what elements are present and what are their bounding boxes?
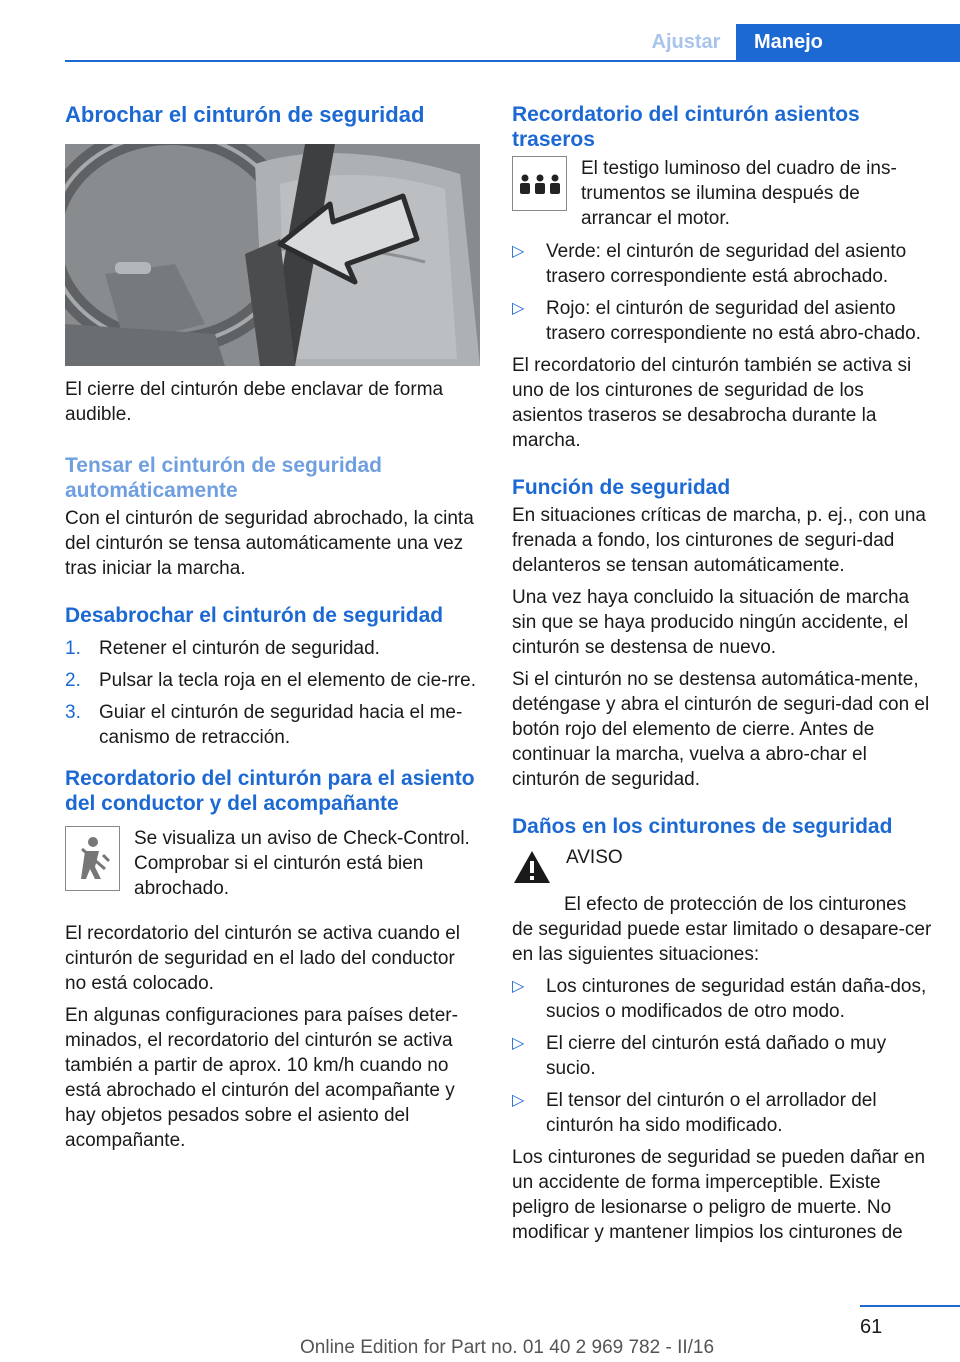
step-text: Guiar el cinturón de seguridad hacia el me-canismo de retracción. — [99, 702, 463, 748]
seatbelt-illustration — [65, 144, 480, 366]
recordatorio-paragraph-1: El recordatorio del cinturón se activa cuando el cinturón de seguridad en el lado del conductor no está colocado. — [65, 923, 461, 994]
intro-text: El cierre del cinturón debe enclavar de forma audible. — [65, 379, 444, 425]
list-item — [512, 239, 932, 289]
steps-list — [65, 636, 480, 750]
page-number: 61 — [860, 1316, 883, 1338]
tab-ajustar[interactable]: Ajustar — [651, 31, 721, 53]
list-item-text: Los cinturones de seguridad están daña-dos, sucios o modificados de otro modo. — [546, 976, 927, 1022]
funcion-paragraph-2: Una vez haya concluido la situación de marcha sin que se haya producido ningún accidente, el cinturón se destensa de nuevo. — [512, 587, 910, 658]
funcion-paragraph-3: Si el cinturón no se destensa automática-mente, deténgase y abra el cinturón de seguri-dad con el botón rojo del elemento de cierre. Antes de continuar la marcha, vuelva a abro-char el cinturón de seguridad. — [512, 669, 930, 790]
left-column — [65, 102, 480, 1153]
traseros-icon-row — [512, 156, 932, 231]
list-item-text: El tensor del cinturón o el arrollador del cinturón ha sido modificado. — [546, 1090, 877, 1136]
list-item — [512, 296, 932, 346]
triangle-bullet-icon: ▷ — [512, 243, 525, 260]
aviso-text: El efecto de protección de los cinturones de seguridad puede estar limitado o desapare-cer en las siguientes situaciones: — [512, 894, 932, 965]
danos-list — [512, 974, 932, 1138]
list-item-text: El cierre del cinturón está dañado o muy sucio. — [546, 1033, 887, 1079]
triangle-bullet-icon: ▷ — [512, 1035, 525, 1052]
list-item — [512, 1088, 932, 1138]
step-number: 2. — [65, 670, 81, 691]
recordatorio-icon-text: Se visualiza un aviso de Check-Control. Comprobar si el cinturón está bien abrochado. — [134, 828, 470, 899]
tensar-text: Con el cinturón de seguridad abrochado, la cinta del cinturón se tensa automáticamente una vez tras iniciar la marcha. — [65, 508, 474, 579]
seatbelt-photo — [65, 144, 480, 366]
footer-rule — [860, 1305, 960, 1307]
section-title-funcion: Función de seguridad — [512, 476, 731, 499]
section-title-recordatorio: Recordatorio del cinturón para el asiento del conductor y del acompañante — [65, 767, 475, 815]
step-text: Retener el cinturón de seguridad. — [99, 638, 380, 659]
aviso-label: AVISO — [566, 847, 623, 868]
danos-paragraph: Los cinturones de seguridad se pueden dañar en un accidente de forma imperceptible. Existe peligro de lesionarse o peligro de muerte. No modificar y mantener limpios los cinturones de — [512, 1147, 926, 1243]
funcion-paragraph-1: En situaciones críticas de marcha, p. ej., con una frenada a fondo, los cinturones de seguri-dad delanteros se tensan automáticamente. — [512, 505, 926, 576]
traseros-paragraph: El recordatorio del cinturón también se activa si uno de los cinturones de seguridad de los asientos traseros se desabrocha durante la marcha. — [512, 355, 912, 451]
seatbelt-warning-icon — [65, 826, 120, 891]
edition-text: Online Edition for Part no. 01 40 2 969 782 - II/16 — [300, 1337, 715, 1358]
triangle-bullet-icon: ▷ — [512, 1092, 525, 1109]
section-title-desabrochar: Desabrochar el cinturón de seguridad — [65, 604, 444, 627]
list-item — [65, 700, 480, 750]
recordatorio-icon-row — [65, 826, 480, 901]
step-text: Pulsar la tecla roja en el elemento de cie-rre. — [99, 670, 477, 691]
section-title-traseros: Recordatorio del cinturón asientos traseros — [512, 103, 860, 151]
traseros-list — [512, 239, 932, 346]
tab-manejo[interactable]: Manejo — [736, 24, 960, 61]
section-title-danos: Daños en los cinturones de seguridad — [512, 815, 893, 838]
triangle-bullet-icon: ▷ — [512, 300, 525, 317]
warning-triangle-icon — [512, 845, 552, 890]
header-rule — [65, 60, 960, 62]
section-title-abrochar: Abrochar el cinturón de seguridad — [65, 102, 425, 127]
list-item-text: Verde: el cinturón de seguridad del asiento trasero correspondiente está abrochado. — [546, 241, 907, 287]
rear-seatbelt-indicator-icon — [512, 156, 567, 211]
list-item — [65, 668, 480, 693]
step-number: 3. — [65, 702, 81, 723]
list-item — [512, 1031, 932, 1081]
triangle-bullet-icon: ▷ — [512, 978, 525, 995]
step-number: 1. — [65, 638, 81, 659]
aviso-row — [512, 845, 932, 890]
list-item — [65, 636, 480, 661]
list-item — [512, 974, 932, 1024]
list-item-text: Rojo: el cinturón de seguridad del asiento trasero correspondiente no está abro-chado. — [546, 298, 921, 344]
section-title-tensar: Tensar el cinturón de seguridad automáticamente — [65, 454, 383, 502]
right-column — [512, 102, 932, 1245]
traseros-icon-text: El testigo luminoso del cuadro de ins-trumentos se ilumina después de arrancar el motor. — [581, 158, 897, 229]
recordatorio-paragraph-2: En algunas configuraciones para países deter-minados, el recordatorio del cinturón se activa también a partir de aprox. 10 km/h cuando no está abrochado el cinturón del acompañante y hay objetos pesados sobre el asiento del acompañante. — [65, 1005, 458, 1151]
